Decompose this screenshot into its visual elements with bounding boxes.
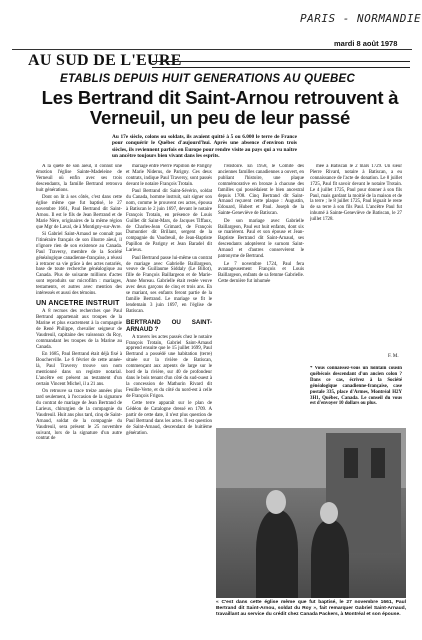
column-4 <box>310 164 402 364</box>
column-3 <box>218 164 304 369</box>
paragraph: A travers les actes passés chez le notaire François Trotain, Gabriel Saint-Arnaud apprend ensuite que le 15 juillet 1699, Paul Bertrand a possédé une habitation (terre) située sur la rivière de Batiscan, commençant aux arpents de large sur le bord de la rivière, sur 40 de profondeur dans le bois tenant d'un côté du sud-ouest à la concession de Mathurin Rivard dit Feuille-Verte, et du côté du nord-est à celle de François Frigon. <box>126 334 212 399</box>
photo-person <box>256 510 298 598</box>
paragraph: En 1685, Paul Bertrand était déjà fixé à Boucherville. Le 6 février de cette année-là, Paul Traversy trouve son nom mentionné dans un registre notarial. L'ancêtre est présent au testament d'un certain Vincent Michel, il a 21 ans. <box>36 352 122 387</box>
column-1 <box>36 164 122 629</box>
column-2 <box>126 164 212 629</box>
paragraph: De son mariage avec Gabrielle Baillargeon, Paul eut huit enfants, dont six se marièrent. Paul et son épouse et Jean-Baptiste Bertrand dit Saint-Arnaud, ses descendants adoptèrent le surnom Saint-Arnaud et d'autres conservèrent le patronyme de Bertrand. <box>218 218 304 260</box>
photo-person-head <box>266 490 286 514</box>
paragraph: mée à Batiscan le 2 mars 1729. Un sieur Pierre Rivard, notaire à Batiscan, a eu connaissance de l'acte de donation. Le 8 juillet 1725, Paul fit savoir devant le notaire Trotain. Le 4 juillet 1725, Paul pour donner à son fils Paul, mais gardant la moitié de la maison et de la terre ; le 8 juillet 1725, Paul léguait le reste de sa terre à son fils Paul. L'ancêtre Paul fut inhumé à Sainte-Geneviève de Batiscan, le 27 juillet 1728. <box>310 164 402 223</box>
photo-caption: « C'est dans cette église même que fut baptisé, le 27 novembre 1661, Paul Bertrand dit Saint-Arnou, soldat du Roy », fait remarquer Gabriel Saint-Arnaud, travaillant au service du crédit chez Canada Packers, à Montréal et son épouse. <box>216 600 406 617</box>
paragraph: Si Gabriel Saint-Arnaud ne connaît pas l'itinéraire français de son illustre aïeul, il n'ignore rien de son existence au Canada. Paul Traversy, membre de la Société généalogique canadienne-française, a réussi à retracer sa vie grâce à des actes notariés, base de toute recherche généalogique au Canada. Plus de soixante millions d'actes sont reproduits sur microfilm : mariages, testaments, et autres avec mention des intéressés et aussi des témoins. <box>36 231 122 297</box>
church-photo <box>216 428 406 598</box>
photo-person-head <box>320 502 338 524</box>
photo-window <box>371 448 385 478</box>
photo-person <box>311 520 349 598</box>
signature-initials: F. M. <box>388 354 399 359</box>
note-box: * Vous connaissez-vous un lointain cousin québécois descendant d'un ancien colon ? Dans ce cas, écrivez à la Société généalogique canadienne-française, case postale 335, place d'Armes, Montréal H2Y 3H1, Québec, Canada. Le conseil du vous est d'envoyer 10 dollars ou plus. <box>310 366 402 407</box>
handwritten-source-note: PARIS - NORMANDIE <box>300 12 422 25</box>
photo-window <box>344 448 358 478</box>
top-rule <box>12 49 412 50</box>
paragraph: Dont on lit à ses côtés, c'est dans cette église même que fut baptisé, le 27 novembre 1661, Paul Bertrand dit Saint-Arnou. Il est le fils de Jean Bertrand et de Marie Nère, originaires de la même région que Mgr de Laval, de à Montigny-sur-Avre. <box>36 195 122 230</box>
paragraph: Paul Bertrand dit Saint-Sévérin, soldat du Canada, homme instruit, sait signer son nom, comme le prouvent ces actes, épousa à Batiscan le 2 juin 1697, devant le notaire François Trotain, en présence de Louis Guillet dit Saint-Mars, de Jacques Tiffaux, de Charles-Jean Grimard, de François Dumontier dit Brillant, sergent de la compagnie du Vaudreuil, de Jean-Baptiste Papillon de Parigny et Jean Baradel dit Larieux. <box>126 189 212 254</box>
paragraph: mariage entre Pierre Papillon de Parigny et Marie Niderus, de Parigny. Ces deux contrats, indique Paul Traversy, sont passés devant le notaire François Trotain. <box>126 164 212 187</box>
paragraph: Le 7 novembre 1724, Paul fera avantageusement François et Louis Baillargeon, enfants de sa femme Gabrielle. Cette dernière fut inhumée <box>218 261 304 285</box>
paragraph: A 8 recrues des recherches que Paul Bertrand appartenait aux troupes de la Marine et plus exactement à la compagnie de René Philippe, chevalier seigneur de Vaudreuil, capitaine des vaisseaux du Roy, commandant les troupes de la Marine au Canada. <box>36 309 122 350</box>
paragraph: Paul Bertrand passe lui-même un contrat de mariage avec Gabrielle Baillargeon, veuve de Guillaume Siddaly (Le Billot), fille de François Baillargeon et de Marie-Anne Moreau. Gabrielle était restée veuve avec deux garçons de cinq et trois ans. En se mariant, ses enfants feront partie de la famille Bertrand. Le mariage se fit le lendemain 3 juin 1697, en l'église de Batiscan. <box>126 255 212 314</box>
date-line: mardi 8 août 1978 <box>334 39 398 48</box>
subhead-ancetre: UN ANCETRE INSTRUIT <box>36 299 120 307</box>
lead-paragraph: Au 17e siècle, colons ou soldats, ils avaient quitté à 5 ou 6.000 le terre de France pour conquérir le Québec d'aujourd'hui. Après une absence d'environ trois siècles, ils reviennent parfois en Europe pour rendre visite au pays qui a vu naître un ancêtre toujours bien vivant dans les esprits. <box>112 134 297 160</box>
kicker: ETABLIS DEPUIS HUIT GENERATIONS AU QUEBEC <box>60 73 356 85</box>
section-title: AU SUD DE L'EURE <box>28 52 182 69</box>
section-bar <box>152 61 410 68</box>
paragraph: On retrouve sa trace treize années plus tard seulement, à l'occasion de la signature du contrat de mariage de Jean Bertrand de Larieux, chirurgien de la compagnie du Vaudreuil. Huit ans plus tard, cinq de Saint-Arnaud, soldat de la compagnie du Vaudreuil, sera présent le 25 novembre suivant, lors de la signature d'un autre contrat de <box>36 389 122 442</box>
paragraph: A la quête de son aïeul, il connut une émotion l'église Sainte-Madeleine de Verneuil où enfin avec ses trois descendants, la famille Bertrand retrouva huit générations. <box>36 164 122 193</box>
headline: Les Bertrand dit Saint-Arnou retrouvent à Verneuil, un peu de leur passé <box>41 87 399 128</box>
paragraph: Cette terre apparaît sur le plan de Gédéon de Catalogne dressé en 1709. A partir de cette date, il n'est plus question de Paul Bertrand dans les actes. Il est question de Saint-Arnaud, descendant de huitième génération. <box>126 401 212 436</box>
paragraph: l'Histoire. En 1958, le Comité des anciennes familles canadiennes a ouvert, en publiant l'histoire, une plaque commémorative en bronze à chacune des familles qui possédaient le bien ancestral depuis 1708. Cinq Bertrand dit Saint-Arnaud reçurent cette plaque : Augustin, Edouard, Hubert et Paul. Joseph de la Sainte-Geneviève de Batiscan. <box>218 164 304 217</box>
subhead-bertrand: BERTRAND OU SAINT-ARNAUD ? <box>126 318 212 333</box>
